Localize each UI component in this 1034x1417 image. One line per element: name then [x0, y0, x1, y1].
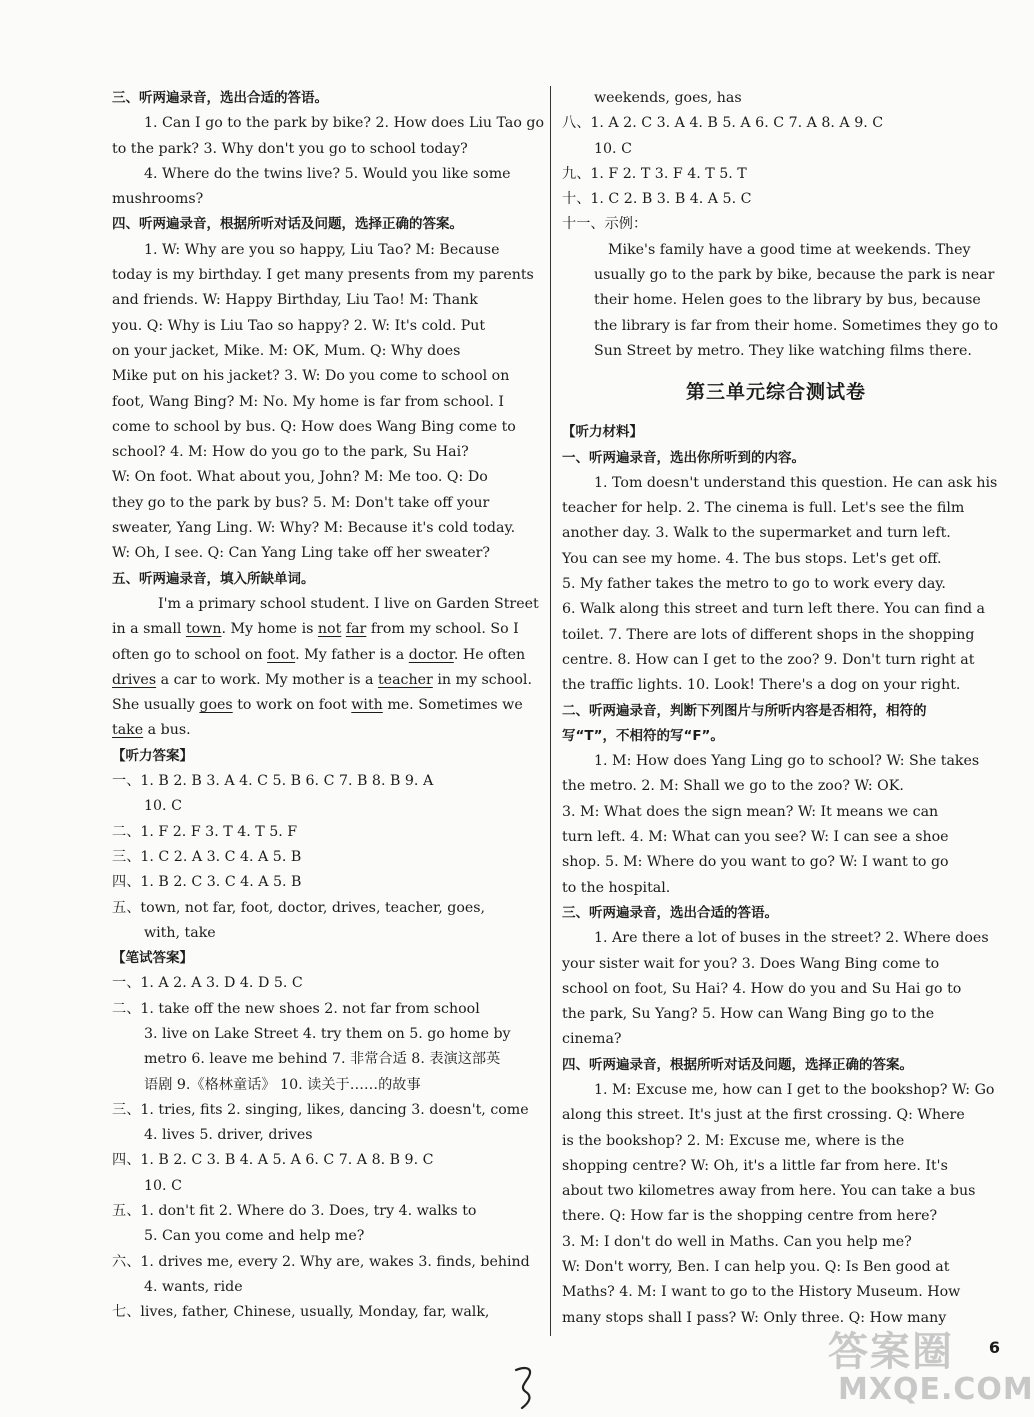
text-line: shop. 5. M: Where do you want to go? W: I want to go [562, 854, 949, 871]
text-line: Sun Street by metro. They like watching films there. [594, 342, 972, 359]
text-line: school? 4. M: How do you go to the park, Su Hai? [112, 444, 469, 461]
text-line: the metro. 2. M: Shall we go to the zoo? W: OK. [562, 778, 904, 795]
text-line: 5. My father takes the metro to go to work every day. [562, 576, 946, 593]
answer-word: teacher [377, 671, 433, 688]
text-line: 1. M: Excuse me, how can I get to the bookshop? W: Go [594, 1081, 995, 1098]
text-line: you. Q: Why is Liu Tao so happy? 2. W: It's cold. Put [112, 317, 486, 334]
question-4-heading: 四、听两遍录音，根据所听对话及问题，选择正确的答案。 [562, 1056, 913, 1073]
text-line: I'm a primary school student. I live on Garden Street [158, 595, 539, 612]
column-divider [550, 86, 551, 1336]
text-line: 1. Tom doesn't understand this question. He can ask his [594, 474, 998, 491]
text-line: the library is far from their home. Sometimes they go to [594, 317, 999, 334]
handwritten-mark-icon [508, 1362, 548, 1412]
answer-line: 十、1. C 2. B 3. B 4. A 5. C [562, 191, 752, 208]
text-line: many stops shall I pass? W: Only three. Q: How many [562, 1309, 947, 1326]
answer-word: far [345, 621, 367, 638]
text-line: come to school by bus. Q: How does Wang Bing come to [112, 418, 516, 435]
answer-line: 五、town, not far, foot, doctor, drives, teacher, goes, [112, 899, 486, 916]
question-2-heading: 二、听两遍录音，判断下列图片与所听内容是否相符，相符的 [562, 702, 927, 719]
answer-line: metro 6. leave me behind 7. 非常合适 8. 表演这部英 [144, 1051, 501, 1068]
text-line: they go to the park by bus? 5. M: Don't take off your [112, 494, 490, 511]
text-line: to the park? 3. Why don't you go to school today? [112, 140, 468, 157]
answer-word: with [351, 697, 383, 714]
text-line: school on foot, Su Hai? 4. How do you and Su Hai go to [562, 980, 962, 997]
text-line: centre. 8. How can I get to the zoo? 9. Don't turn right at [562, 651, 975, 668]
answer-line: 二、1. F 2. F 3. T 4. T 5. F [112, 823, 298, 840]
question-3-heading: 三、听两遍录音，选出合适的答语。 [562, 904, 778, 921]
answer-line: with, take [144, 924, 216, 941]
answer-line: 一、1. B 2. B 3. A 4. C 5. B 6. C 7. B 8. B 9. A [112, 773, 434, 790]
text-line: 6. Walk along this street and turn left there. You can find a [562, 601, 986, 618]
text-line: turn left. 4. M: What can you see? W: I can see a shoe [562, 829, 949, 846]
text-line: on your jacket, Mike. M: OK, Mum. Q: Why does [112, 342, 461, 359]
text-line: to the hospital. [562, 879, 671, 896]
text-line: W: Don't worry, Ben. I can help you. Q: Is Ben good at [562, 1259, 950, 1276]
answer-line: 三、1. tries, fits 2. singing, likes, dancing 3. doesn't, come [112, 1101, 529, 1118]
written-answers-tag: 【笔试答案】 [112, 950, 193, 967]
text-line: another day. 3. Walk to the supermarket and turn left. [562, 525, 951, 542]
question-1-heading: 一、听两遍录音，选出你所听到的内容。 [562, 449, 805, 466]
text-line: 4. Where do the twins live? 5. Would you like some [144, 165, 511, 182]
answer-line: 4. lives 5. driver, drives [144, 1127, 313, 1144]
section-3-heading: 三、听两遍录音，选出合适的答语。 [112, 90, 328, 106]
text-line: the traffic lights. 10. Look! There's a dog on your right. [562, 677, 961, 694]
answer-line: 八、1. A 2. C 3. A 4. B 5. A 6. C 7. A 8. A 9. C [562, 115, 884, 132]
answer-line: 十一、示例： [562, 216, 648, 233]
watermark-title: 答案圈 [828, 1329, 954, 1375]
text-line: drives a car to work. My mother is a teacher in my school. [112, 671, 532, 688]
answer-line: 3. live on Lake Street 4. try them on 5. go home by [144, 1025, 511, 1042]
answer-line: 5. Can you come and help me? [144, 1228, 365, 1245]
text-line: the park, Su Yang? 5. How can Wang Bing go to the [562, 1006, 935, 1023]
answer-word: town [185, 621, 222, 638]
text-line: and friends. W: Happy Birthday, Liu Tao! M: Thank [112, 292, 478, 309]
text-line: take a bus. [112, 722, 191, 739]
answer-line: 六、1. drives me, every 2. Why are, wakes 3. finds, behind [112, 1253, 530, 1270]
text-line: Maths? 4. M: I want to go to the History Museum. How [562, 1284, 961, 1301]
text-line: 3. M: I don't do well in Maths. Can you help me? [562, 1233, 912, 1250]
text-line: foot, Wang Bing? M: No. My home is far from school. I [112, 393, 504, 410]
question-2-heading-cont: 写“T”，不相符的写“F”。 [562, 727, 724, 744]
text-line: in a small town. My home is not far from my school. So I [112, 621, 519, 638]
answer-line: 10. C [594, 140, 632, 157]
watermark [820, 1320, 1034, 1412]
text-line: sweater, Yang Ling. W: Why? M: Because it's cold today. [112, 520, 516, 537]
answer-word: take [112, 722, 144, 739]
text-line: shopping centre? W: Oh, it's a little far from here. It's [562, 1157, 948, 1174]
text-line: mushrooms? [112, 191, 204, 208]
answer-line: 七、lives, father, Chinese, usually, Monday, far, walk, [112, 1304, 490, 1321]
right-column [562, 86, 999, 1331]
listening-material-tag: 【听力材料】 [562, 424, 643, 441]
left-column [112, 86, 545, 1326]
answer-word: foot [267, 646, 296, 663]
text-line: She usually goes to work on foot with me. Sometimes we [112, 697, 523, 714]
answer-line: weekends, goes, has [594, 90, 742, 106]
listening-answers-tag: 【听力答案】 [112, 747, 193, 764]
unit-title: 第三单元综合测试卷 [685, 381, 866, 404]
watermark-url: MXQE.COM [838, 1372, 1034, 1407]
answer-line: 4. wants, ride [144, 1278, 243, 1295]
text-line: today is my birthday. I get many presents from my parents [112, 267, 534, 284]
text-line: Mike put on his jacket? 3. W: Do you come to school on [112, 368, 510, 385]
text-line: 1. M: How does Yang Ling go to school? W: She takes [594, 753, 980, 770]
section-5-heading: 五、听两遍录音，填入所缺单词。 [112, 570, 315, 587]
answer-line: 四、1. B 2. C 3. B 4. A 5. A 6. C 7. A 8. B 9. C [112, 1152, 434, 1169]
text-line: cinema? [562, 1031, 622, 1048]
answer-line: 九、1. F 2. T 3. F 4. T 5. T [562, 165, 747, 182]
page-number: 6 [988, 1338, 1000, 1357]
section-4-heading: 四、听两遍录音，根据所听对话及问题，选择正确的答案。 [112, 216, 463, 233]
answer-line: 四、1. B 2. C 3. C 4. A 5. B [112, 874, 302, 891]
text-line: toilet. 7. There are lots of different shops in the shopping [562, 626, 975, 643]
answer-line: 10. C [144, 798, 182, 815]
answer-word: goes [199, 697, 233, 714]
text-line: Mike's family have a good time at weekends. They [608, 241, 971, 258]
text-line: about two kilometres away from here. You can take a bus [562, 1183, 976, 1200]
text-line: there. Q: How far is the shopping centre from here? [562, 1208, 938, 1225]
text-line: is the bookshop? 2. M: Excuse me, where is the [562, 1132, 905, 1149]
text-line: usually go to the park by bike, because the park is near [594, 267, 995, 284]
text-line: W: On foot. What about you, John? M: Me too. Q: Do [112, 469, 488, 486]
answer-word: not [317, 621, 342, 638]
text-line: 1. Are there a lot of buses in the street? 2. Where does [594, 930, 989, 947]
answer-line: 三、1. C 2. A 3. C 4. A 5. B [112, 848, 302, 865]
answer-word: doctor [408, 646, 454, 663]
text-line: your sister wait for you? 3. Does Wang Bing come to [562, 955, 940, 972]
text-line: along this street. It's just at the first crossing. Q: Where [562, 1107, 965, 1124]
answer-word: drives [112, 671, 157, 688]
text-line: W: Oh, I see. Q: Can Yang Ling take off her sweater? [112, 545, 491, 562]
answer-line: 10. C [144, 1177, 182, 1194]
answer-line: 一、1. A 2. A 3. D 4. D 5. C [112, 975, 303, 992]
text-line: 3. M: What does the sign mean? W: It means we can [562, 803, 939, 820]
text-line: You can see my home. 4. The bus stops. Let's get off. [562, 550, 942, 567]
text-line: their home. Helen goes to the library by bus, because [594, 292, 981, 309]
text-line: teacher for help. 2. The cinema is full. Let's see the film [562, 500, 965, 517]
answer-line: 二、1. take off the new shoes 2. not far from school [112, 1000, 480, 1017]
text-line: often go to school on foot. My father is a doctor. He often [112, 646, 526, 663]
answer-line: 语剧 9.《格林童话》 10. 读关于……的故事 [144, 1076, 421, 1093]
text-line: 1. Can I go to the park by bike? 2. How does Liu Tao go [144, 115, 545, 132]
answer-line: 五、1. don't fit 2. Where do 3. Does, try 4. walks to [112, 1203, 477, 1220]
text-line: 1. W: Why are you so happy, Liu Tao? M: Because [144, 241, 500, 258]
